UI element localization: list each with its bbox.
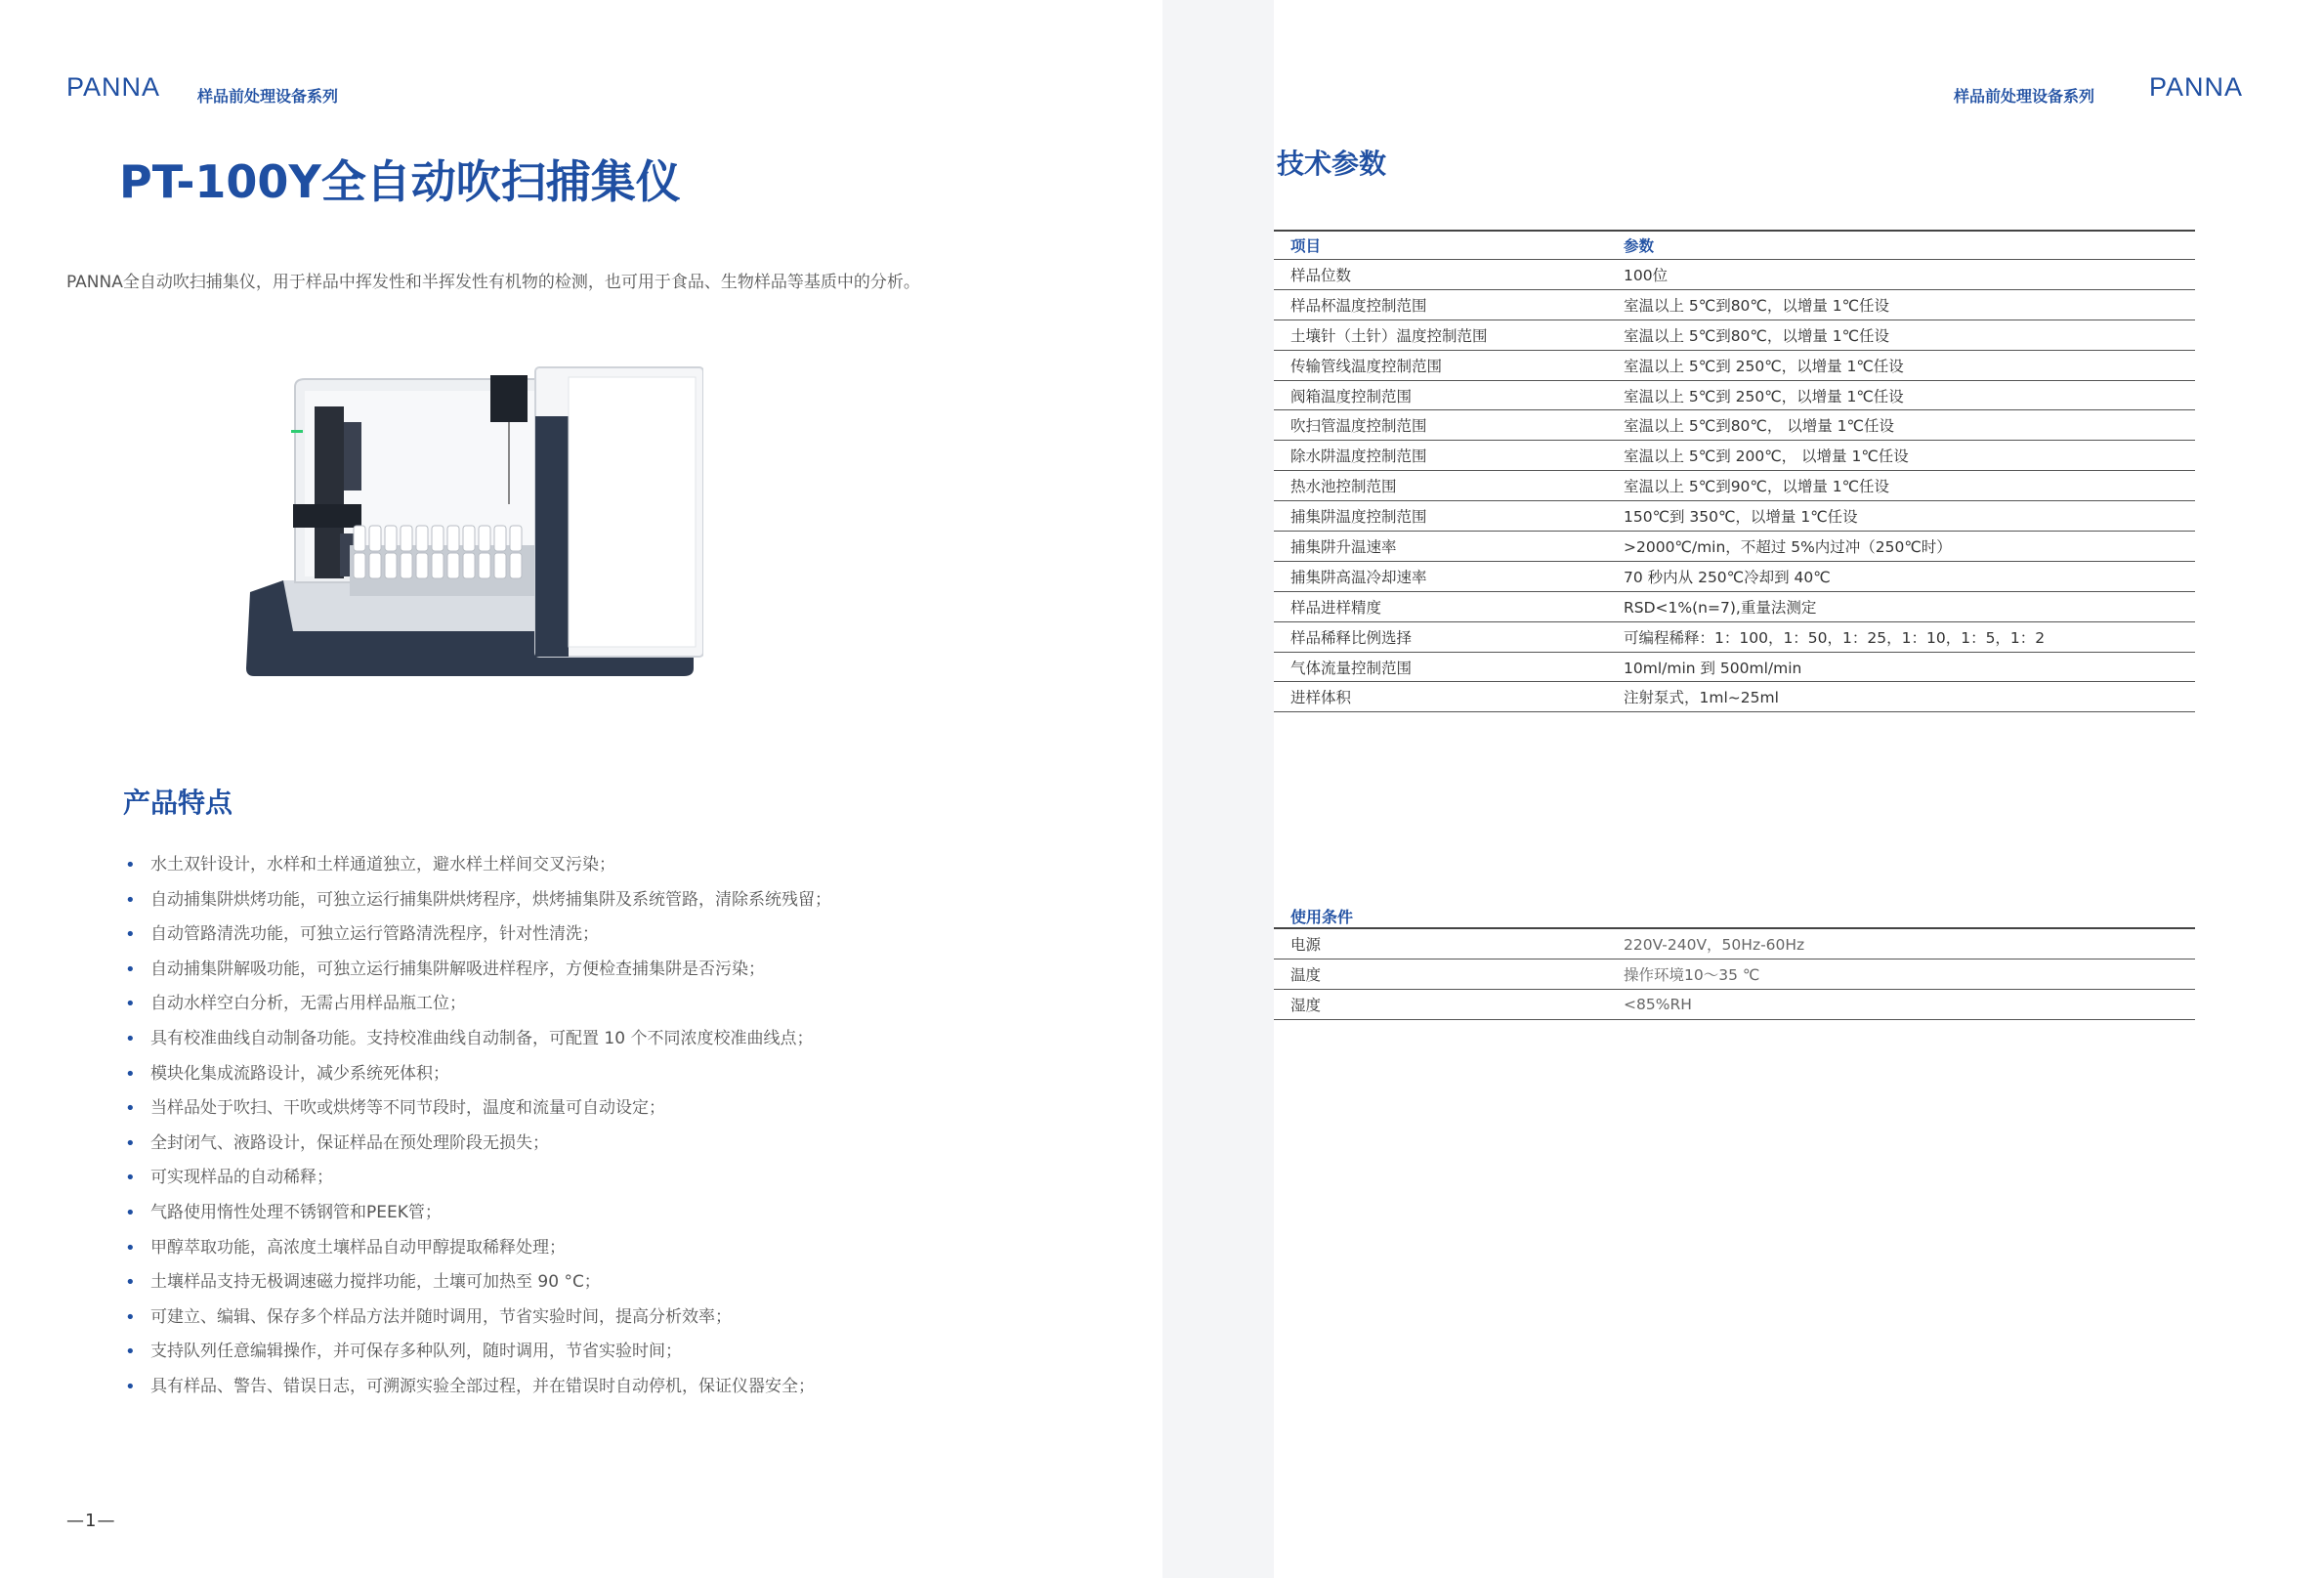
usage-item: 温度 <box>1274 960 1607 990</box>
feature-item <box>125 917 1004 953</box>
feature-item <box>125 1161 1004 1196</box>
table-row <box>1274 532 2195 562</box>
table-row <box>1274 591 2195 621</box>
spec-item: 样品位数 <box>1274 260 1607 290</box>
feature-item <box>125 1091 1004 1127</box>
feature-text: 自动水样空白分析，无需占用样品瓶工位； <box>150 994 466 1014</box>
feature-item <box>125 1301 1004 1336</box>
feature-text: 甲醇萃取功能，高浓度土壤样品自动甲醇提取稀释处理； <box>150 1237 566 1258</box>
feature-item <box>125 1335 1004 1370</box>
spec-param: >2000℃/min，不超过 5%内过冲（250℃时） <box>1607 532 2195 562</box>
feature-text: 当样品处于吹扫、干吹或烘烤等不同节段时，温度和流量可自动设定； <box>150 1098 665 1119</box>
spec-param: 150℃到 350℃，以增量 1℃任设 <box>1607 501 2195 532</box>
table-row <box>1274 350 2195 380</box>
bullet-dot: • <box>125 1376 136 1397</box>
table-row <box>1274 410 2195 441</box>
spec-param: 可编程稀释：1：100，1：50，1：25，1：10，1：5，1：2 <box>1607 621 2195 652</box>
feature-text: 具有样品、警告、错误日志，可溯源实验全部过程，并在错误时自动停机，保证仪器安全； <box>150 1376 815 1396</box>
usage-heading: 使用条件 <box>1290 908 1354 926</box>
feature-item <box>125 1127 1004 1162</box>
table-row <box>1274 652 2195 682</box>
specs-col-item: 项目 <box>1274 231 1607 260</box>
table-row <box>1274 441 2195 471</box>
bullet-dot: • <box>125 1028 136 1049</box>
usage-table <box>1274 927 2195 1020</box>
spec-item: 传输管线温度控制范围 <box>1274 350 1607 380</box>
feature-text: 自动管路清洗功能，可独立运行管路清洗程序，针对性清洗； <box>150 924 599 945</box>
instrument-image <box>234 358 703 680</box>
spec-item: 阀箱温度控制范围 <box>1274 380 1607 410</box>
table-row <box>1274 471 2195 501</box>
feature-text: 自动捕集阱解吸功能，可独立运行捕集阱解吸进样程序，方便检查捕集阱是否污染； <box>150 959 765 979</box>
features-heading: 产品特点 <box>123 787 233 819</box>
spec-item: 气体流量控制范围 <box>1274 652 1607 682</box>
feature-text: 可实现样品的自动稀释； <box>150 1168 333 1188</box>
feature-item <box>125 953 1004 988</box>
bullet-dot: • <box>125 855 136 875</box>
bullet-dot: • <box>125 1132 136 1154</box>
table-row <box>1274 320 2195 350</box>
table-row <box>1274 960 2195 990</box>
usage-item: 湿度 <box>1274 990 1607 1020</box>
brand-logo-right: PANNA <box>2149 72 2244 102</box>
spec-param: 室温以上 5℃到80℃，以增量 1℃任设 <box>1607 320 2195 350</box>
bullet-dot: • <box>125 1202 136 1223</box>
feature-item <box>125 883 1004 918</box>
table-row <box>1274 260 2195 290</box>
feature-item <box>125 1231 1004 1266</box>
feature-text: 模块化集成流路设计，减少系统死体积； <box>150 1063 449 1084</box>
bullet-dot: • <box>125 994 136 1015</box>
bullet-dot: • <box>125 1237 136 1258</box>
feature-text: 气路使用惰性处理不锈钢管和PEEK管； <box>150 1202 442 1222</box>
spec-item: 样品稀释比例选择 <box>1274 621 1607 652</box>
feature-item <box>125 1265 1004 1301</box>
series-label-left: 样品前处理设备系列 <box>197 87 339 106</box>
feature-item <box>125 1022 1004 1057</box>
bullet-dot: • <box>125 1272 136 1294</box>
specs-col-param: 参数 <box>1607 231 2195 260</box>
page-gutter <box>1162 0 1274 1578</box>
table-row <box>1274 621 2195 652</box>
bullet-dot: • <box>125 924 136 946</box>
usage-item: 电源 <box>1274 928 1607 960</box>
bullet-dot: • <box>125 1168 136 1189</box>
feature-text: 土壤样品支持无极调速磁力搅拌功能，土壤可加热至 90 °C； <box>150 1272 601 1293</box>
spec-param: 100位 <box>1607 260 2195 290</box>
table-row <box>1274 928 2195 960</box>
bullet-dot: • <box>125 1306 136 1328</box>
feature-item <box>125 848 1004 883</box>
spec-param: 室温以上 5℃到80℃，以增量 1℃任设 <box>1607 289 2195 320</box>
specs-table <box>1274 230 2195 712</box>
feature-text: 水土双针设计，水样和土样通道独立，避水样土样间交叉污染； <box>150 855 615 874</box>
usage-param: <85%RH <box>1607 990 2195 1020</box>
feature-text: 具有校准曲线自动制备功能。支持校准曲线自动制备，可配置 10 个不同浓度校准曲线点； <box>150 1028 814 1048</box>
feature-item <box>125 1196 1004 1231</box>
bullet-dot: • <box>125 1098 136 1120</box>
spec-item: 热水池控制范围 <box>1274 471 1607 501</box>
spec-param: 注射泵式，1ml~25ml <box>1607 682 2195 712</box>
spec-param: 室温以上 5℃到 250℃，以增量 1℃任设 <box>1607 350 2195 380</box>
table-row <box>1274 289 2195 320</box>
specs-header-row <box>1274 231 2195 260</box>
spec-param: 10ml/min 到 500ml/min <box>1607 652 2195 682</box>
brand-logo-left: PANNA <box>66 72 161 102</box>
spec-item: 土壤针（土针）温度控制范围 <box>1274 320 1607 350</box>
feature-text: 支持队列任意编辑操作，并可保存多种队列，随时调用，节省实验时间； <box>150 1342 682 1362</box>
table-row <box>1274 380 2195 410</box>
spec-item: 捕集阱温度控制范围 <box>1274 501 1607 532</box>
spec-item: 样品进样精度 <box>1274 591 1607 621</box>
series-label-right: 样品前处理设备系列 <box>1954 87 2095 106</box>
spec-param: 室温以上 5℃到80℃， 以增量 1℃任设 <box>1607 410 2195 441</box>
feature-item <box>125 1057 1004 1092</box>
feature-text: 自动捕集阱烘烤功能，可独立运行捕集阱烘烤程序，烘烤捕集阱及系统管路，清除系统残留； <box>150 889 831 910</box>
spec-item: 进样体积 <box>1274 682 1607 712</box>
feature-text: 可建立、编辑、保存多个样品方法并随时调用，节省实验时间，提高分析效率； <box>150 1306 732 1327</box>
spec-param: 室温以上 5℃到90℃，以增量 1℃任设 <box>1607 471 2195 501</box>
spec-item: 捕集阱高温冷却速率 <box>1274 561 1607 591</box>
bullet-dot: • <box>125 959 136 980</box>
specs-heading: 技术参数 <box>1277 148 1387 180</box>
spec-param: 室温以上 5℃到 250℃，以增量 1℃任设 <box>1607 380 2195 410</box>
feature-item <box>125 987 1004 1022</box>
spec-item: 样品杯温度控制范围 <box>1274 289 1607 320</box>
table-row <box>1274 990 2195 1020</box>
spec-param: RSD<1%(n=7),重量法测定 <box>1607 591 2195 621</box>
bullet-dot: • <box>125 1342 136 1363</box>
feature-item <box>125 1370 1004 1405</box>
feature-text: 全封闭气、液路设计，保证样品在预处理阶段无损失； <box>150 1132 549 1153</box>
bullet-dot: • <box>125 889 136 911</box>
spec-item: 吹扫管温度控制范围 <box>1274 410 1607 441</box>
table-row <box>1274 561 2195 591</box>
table-row <box>1274 682 2195 712</box>
spec-item: 除水阱温度控制范围 <box>1274 441 1607 471</box>
bullet-dot: • <box>125 1063 136 1085</box>
spec-param: 室温以上 5℃到 200℃， 以增量 1℃任设 <box>1607 441 2195 471</box>
usage-param: 220V-240V，50Hz-60Hz <box>1607 928 2195 960</box>
spec-param: 70 秒内从 250℃冷却到 40℃ <box>1607 561 2195 591</box>
page-number: —1— <box>66 1511 116 1531</box>
product-intro: PANNA全自动吹扫捕集仪，用于样品中挥发性和半挥发性有机物的检测，也可用于食品、生物样品等基质中的分析。 <box>66 273 920 292</box>
spec-item: 捕集阱升温速率 <box>1274 532 1607 562</box>
product-title: PT-100Y全自动吹扫捕集仪 <box>119 155 681 208</box>
table-row <box>1274 501 2195 532</box>
features-list <box>125 848 1004 1405</box>
usage-param: 操作环境10～35 ℃ <box>1607 960 2195 990</box>
